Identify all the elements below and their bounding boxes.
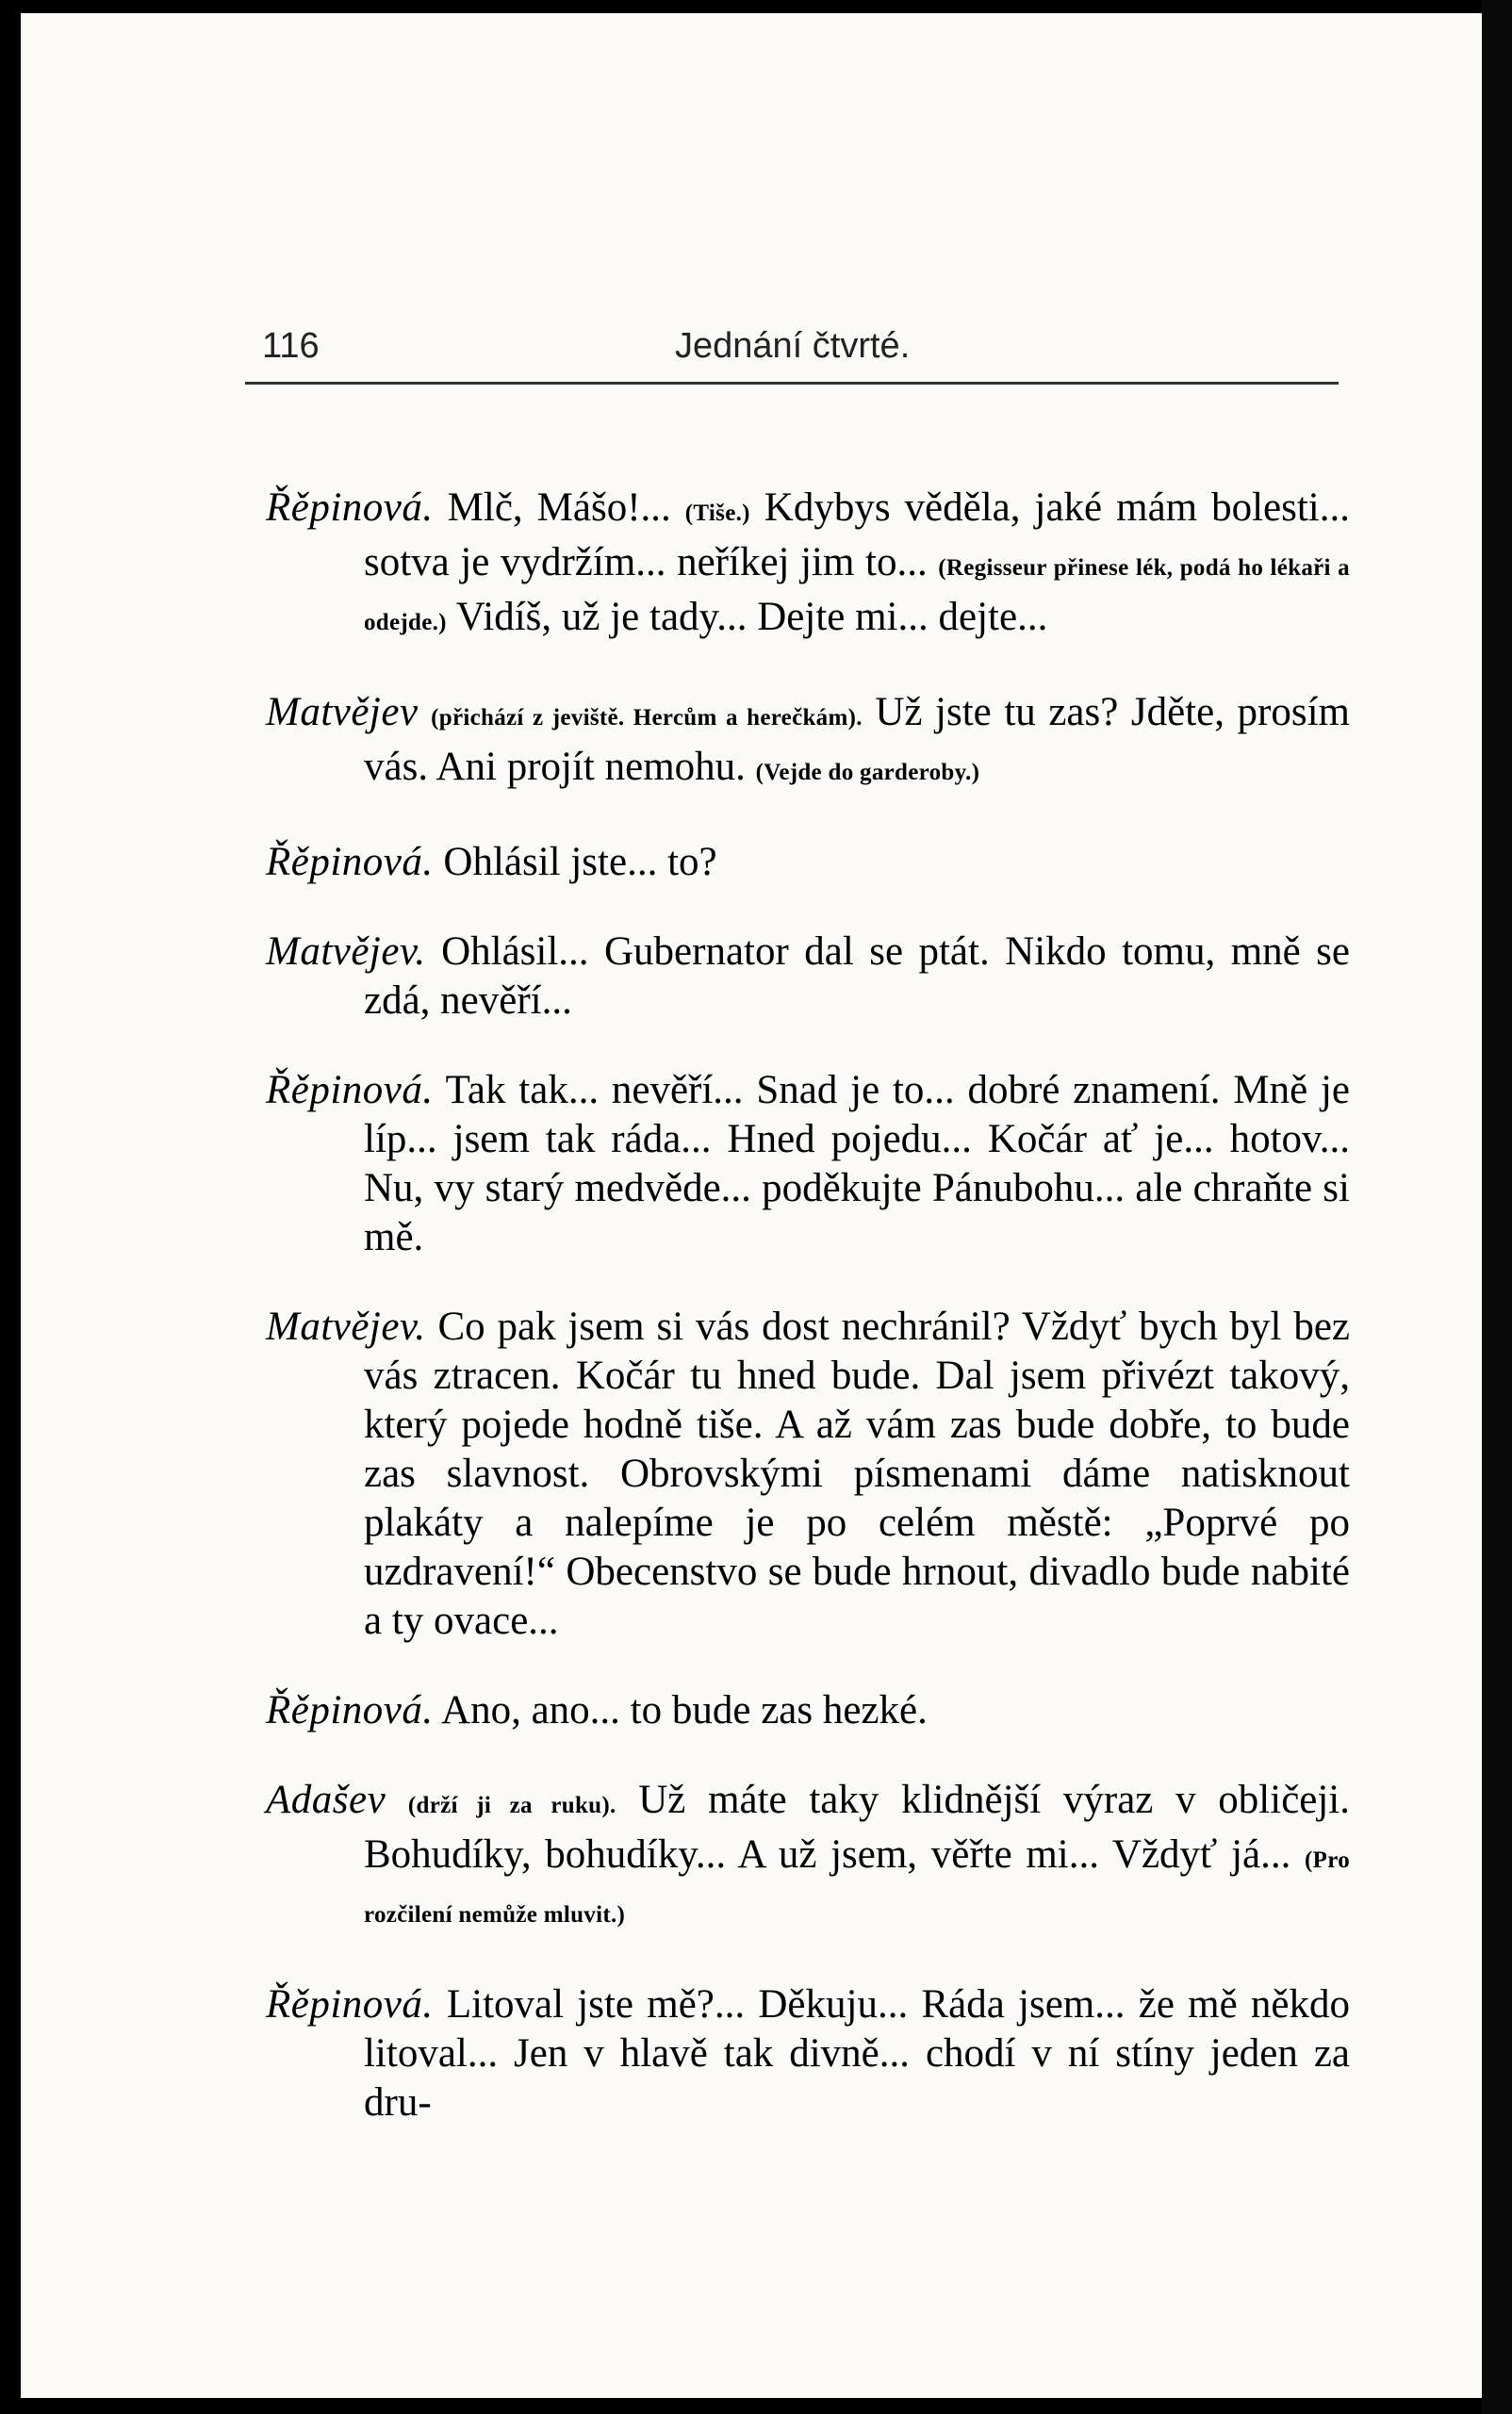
dialogue-paragraph (266, 1066, 1350, 1262)
speaker-name: Matvějev. (266, 929, 426, 974)
dialogue-paragraph (266, 1980, 1350, 2127)
speech-text (419, 690, 432, 734)
speech-text: Tak tak... nevěří... Snad je to... dobré znamení. Mně je líp... jsem tak ráda... Hned pojedu... Kočár ať je... hotov... Nu, vy starý medvěde... poděkujte Pánubohu... ale chraňte si mě. (364, 1068, 1350, 1259)
dialogue-paragraph (266, 1303, 1350, 1646)
speech-text (386, 1778, 408, 1822)
stage-direction: (Pro rozčilení nemůže mluvit.) (364, 1847, 1350, 1928)
speaker-name: Řěpinová. (266, 485, 434, 530)
stage-direction: (drží ji za ruku). (407, 1793, 616, 1818)
running-header (245, 317, 1339, 373)
dialogue-paragraph (266, 1686, 1350, 1735)
scan-border (1482, 0, 1512, 2414)
speech-text: Už máte taky klidnější výraz v obličeji. Bohudíky, bohudíky... A už jsem, věřte mi... Vždyť já... (364, 1778, 1351, 1877)
dialogue-text (266, 443, 1350, 2139)
stage-direction: (přichází z jeviště. Hercům a herečkám). (431, 705, 863, 731)
stage-direction: (Regisseur přinese lék, podá ho lékaři a odejde.) (364, 555, 1350, 635)
speaker-name: Řěpinová. (266, 1688, 434, 1732)
dialogue-paragraph (266, 928, 1350, 1026)
header-rule (245, 382, 1339, 385)
stage-direction: (Tiše.) (684, 501, 750, 526)
speech-text: Ano, ano... to bude zas hezké. (433, 1688, 928, 1732)
speaker-name: Matvějev. (266, 1305, 426, 1349)
stage-direction: (Vejde do garderoby.) (755, 760, 980, 785)
speaker-name: Matvějev (266, 690, 419, 734)
speech-text: Co pak jsem si vás dost nechránil? Vždyť bych byl bez vás ztracen. Kočár tu hned bude. Dal jsem přivézt takový, který pojede hodně tiše. A až vám zas bude dobře, to bude zas slavnost. Obrovskými písmenami dáme natisknout plakáty a nalepíme je po celém městě: „Poprvé po uzdravení!“ Obecenstvo se bude hrnout, divadlo bude nabité a ty ovace... (364, 1305, 1350, 1643)
speech-text: Už jste tu zas? Jděte, prosím vás. Ani projít nemohu. (364, 690, 1350, 789)
speech-text: Mlč, Mášo!... (433, 485, 685, 530)
speaker-name: Adašev (266, 1778, 386, 1822)
speech-text: Ohlásil... Gubernator dal se ptát. Nikdo tomu, mně se zdá, nevěří... (364, 929, 1350, 1023)
chapter-title: Jednání čtvrté. (675, 326, 911, 366)
dialogue-paragraph (266, 688, 1350, 797)
speech-text: Kdybys věděla, jaké mám bolesti... sotva je vydržím... neříkej jim to... (364, 485, 1351, 584)
speech-text: Vidíš, už je tady... Dejte mi... dejte... (446, 595, 1048, 639)
speaker-name: Řěpinová. (266, 840, 434, 884)
page-number: 116 (262, 326, 320, 366)
speech-text: Litoval jste mě?... Děkuju... Ráda jsem... že mě někdo litoval... Jen v hlavě tak divně... chodí v ní stíny jeden za dru- (364, 1982, 1350, 2125)
dialogue-paragraph (266, 838, 1350, 887)
dialogue-paragraph (266, 484, 1350, 648)
speech-text: Ohlásil jste... to? (433, 840, 717, 884)
dialogue-paragraph (266, 1776, 1350, 1940)
speaker-name: Řěpinová. (266, 1982, 434, 2027)
speaker-name: Řěpinová. (266, 1068, 434, 1112)
